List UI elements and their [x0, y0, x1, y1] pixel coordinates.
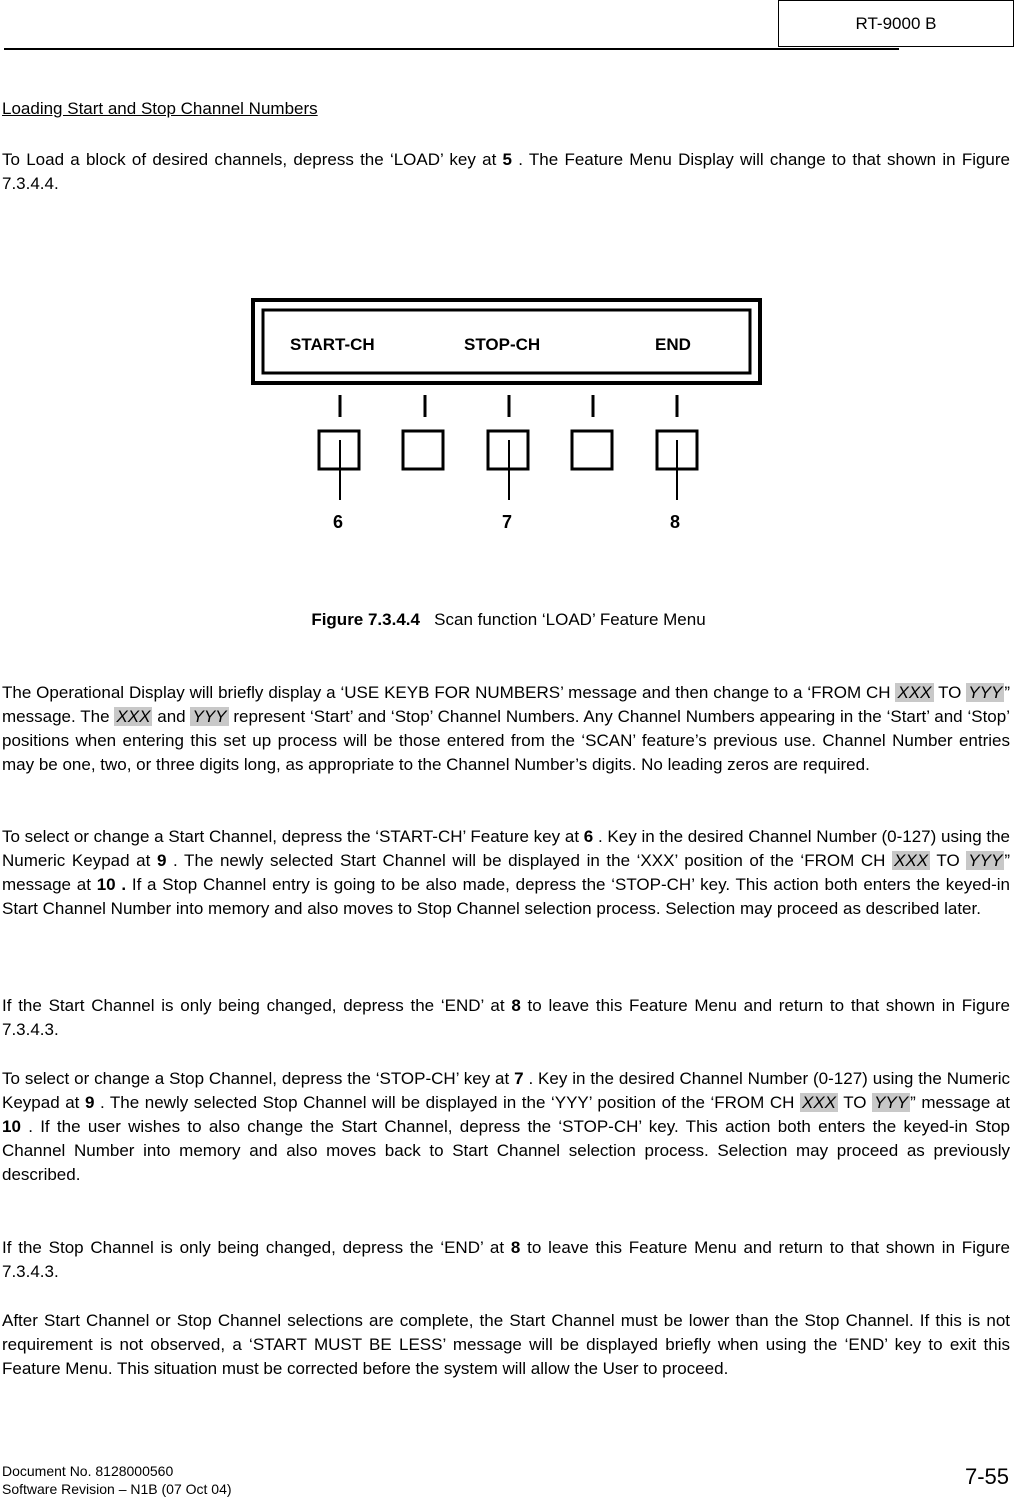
- paragraph-5: [2, 1236, 1010, 1284]
- doc-code-box: [778, 0, 1014, 47]
- text: If a Stop Channel entry is going to be also made, depress the ‘STOP-CH’ key. This action both enters the keyed-in Start Channel Number into memory and also moves to Stop Channel selection process. Selection may proceed as described later.: [2, 875, 1010, 918]
- feature-key-4: [572, 431, 612, 469]
- placeholder-xxx: XXX: [116, 707, 151, 726]
- section-title: Loading Start and Stop Channel Numbers: [2, 99, 318, 118]
- page-number: 7-55: [964, 1464, 1009, 1489]
- text: to leave this Feature Menu and return to that shown in Figure 7.3.4.3.: [2, 1238, 1010, 1281]
- footer-revision: Software Revision – N1B (07 Oct 04): [2, 1481, 232, 1497]
- text: To select or change a Stop Channel, depress the ‘STOP-CH’ key at: [2, 1069, 515, 1088]
- text: . If the user wishes to also change the Start Channel, depress the ‘STOP-CH’ key. This action both enters the keyed-in Stop Channel Number into memory and also moves back to Start Channel selection process. Selection may proceed as previously described.: [2, 1117, 1010, 1184]
- placeholder-xxx: XXX: [894, 851, 929, 870]
- feature-key-2: [403, 431, 443, 469]
- paragraph-3: [2, 994, 1010, 1042]
- key-ref: 7: [514, 1069, 524, 1088]
- text: If the Stop Channel is only being changed, depress the ‘END’ at: [2, 1238, 511, 1257]
- placeholder-xxx: XXX: [801, 1093, 836, 1112]
- figure-caption: [0, 610, 1017, 630]
- text: ” message at: [2, 851, 1010, 894]
- key-number-6: 6: [333, 512, 344, 532]
- key-number-7: 7: [502, 512, 513, 532]
- key-ref: 10: [2, 1117, 21, 1136]
- placeholder-yyy: YYY: [968, 683, 1003, 702]
- text: . Key in the desired Channel Number (0-127) using the Numeric Keypad at: [2, 827, 1011, 870]
- text: represent ‘Start’ and ‘Stop’ Channel Numbers. Any Channel Numbers appearing in the ‘Start’ and ‘Stop’ positions when entering this set up process will be those entered from the ‘SCAN’ feature’s previous use. Channel Number entries may be one, two, or three digits long, as appropriate to the Channel Number’s digits. No leading zeros are required.: [2, 707, 1010, 774]
- key-ref: 5: [502, 150, 513, 169]
- paragraph-4: [2, 1067, 1010, 1187]
- key-number-8: 8: [670, 512, 681, 532]
- display-label-start-ch: START-CH: [290, 335, 375, 354]
- placeholder-yyy: YYY: [874, 1093, 909, 1112]
- intro-paragraph: [2, 148, 1010, 196]
- placeholder-yyy: YYY: [192, 707, 227, 726]
- text: To select or change a Start Channel, depress the ‘START-CH’ Feature key at: [2, 827, 584, 846]
- text: TO: [933, 683, 967, 702]
- text: To Load a block of desired channels, depress the ‘LOAD’ key at: [2, 150, 503, 169]
- header-rule: [4, 48, 899, 50]
- key-ref: 10 .: [96, 875, 127, 894]
- feature-menu-figure: [240, 290, 780, 540]
- caption-text: Scan function ‘LOAD’ Feature Menu: [434, 610, 706, 629]
- text: . Key in the desired Channel Number (0-127) using the Numeric Keypad at: [2, 1069, 1011, 1112]
- display-label-stop-ch: STOP-CH: [464, 335, 541, 354]
- text: ” message. The: [2, 683, 1010, 726]
- paragraph-6: [2, 1309, 1010, 1381]
- text: and: [152, 707, 191, 726]
- paragraph-1: [2, 681, 1010, 777]
- footer-doc-no: Document No. 8128000560: [2, 1463, 174, 1479]
- caption-label: Figure 7.3.4.4: [311, 610, 420, 629]
- doc-code: RT-9000 B: [855, 13, 937, 33]
- text: The Operational Display will briefly display a ‘USE KEYB FOR NUMBERS’ message and then change to a ‘FROM CH: [2, 683, 896, 702]
- paragraph-2: [2, 825, 1010, 921]
- key-ref: 8: [511, 996, 521, 1015]
- text: to leave this Feature Menu and return to that shown in Figure 7.3.4.3.: [2, 996, 1010, 1039]
- placeholder-xxx: XXX: [897, 683, 932, 702]
- text: TO: [930, 851, 967, 870]
- text: . The newly selected Start Channel will be displayed in the ‘XXX’ position of the ‘FROM CH: [166, 851, 893, 870]
- display-label-end: END: [655, 335, 691, 354]
- text: If the Start Channel is only being changed, depress the ‘END’ at: [2, 996, 512, 1015]
- key-ref: 8: [510, 1238, 521, 1257]
- text: ” message at: [910, 1093, 1011, 1112]
- placeholder-yyy: YYY: [968, 851, 1003, 870]
- key-ref: 9: [156, 851, 167, 870]
- key-ref: 9: [84, 1093, 95, 1112]
- key-ref: 6: [583, 827, 594, 846]
- text: TO: [837, 1093, 873, 1112]
- text: After Start Channel or Stop Channel selections are complete, the Start Channel must be lower than the Stop Channel. If this is not requirement is not observed, a ‘START MUST BE LESS’ message will be displayed briefly when using the ‘END’ key to exit this Feature Menu. This situation must be corrected before the system will allow the User to proceed.: [2, 1311, 1010, 1378]
- text: . The Feature Menu Display will change to that shown in Figure 7.3.4.4.: [2, 150, 1010, 193]
- text: . The newly selected Stop Channel will be displayed in the ‘YYY’ position of the ‘FROM CH: [94, 1093, 800, 1112]
